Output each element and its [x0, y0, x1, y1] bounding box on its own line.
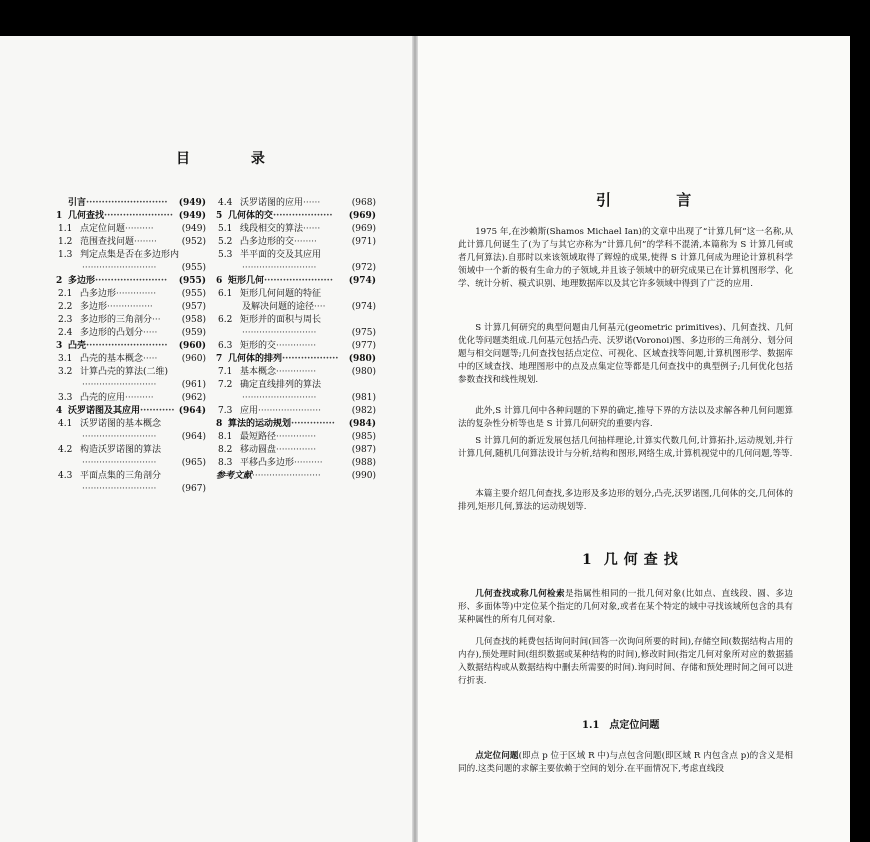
toc-entry [216, 431, 376, 444]
toc-entry-label: 多边形 [68, 276, 96, 286]
toc-entry-number: 2.1 [58, 289, 73, 299]
subsection-1-1-paragraph-1-text: (即点 p 位于区域 R 中)与点包含问题(即区域 R 内包含点 p)的含义是相同的.这类问题的求解主要依赖于空间的划分.在平面情况下,考虑直线段 [458, 751, 793, 774]
toc-entry-number: 5.3 [218, 250, 233, 260]
toc-page-number: (969) [351, 224, 376, 234]
toc-leader-dots: ·········· [125, 224, 154, 234]
toc-leader-dots: ·························· [82, 432, 157, 442]
subsection-1-1-paragraph-1 [458, 750, 793, 776]
toc-entry [56, 483, 206, 496]
section-1-title: 几何查找 [603, 552, 684, 568]
toc-entry [56, 262, 206, 275]
toc-page-number: (964) [178, 406, 206, 416]
toc-leader-dots: ·············· [276, 341, 317, 351]
toc-entry-label: 矩形几何 [228, 276, 265, 286]
toc-page-number: (949) [178, 198, 206, 208]
toc-entry [216, 366, 376, 379]
toc-entry [216, 457, 376, 470]
toc-entry-number: 6.1 [218, 289, 233, 299]
toc-entry-label: 沃罗诺图的应用 [240, 198, 304, 208]
toc-entry [216, 197, 376, 210]
toc-leader-dots: ······················ [104, 211, 173, 221]
toc-entry-number: 8.3 [218, 458, 233, 468]
toc-leader-dots: ·························· [86, 341, 168, 351]
toc-page-number: (977) [351, 341, 376, 351]
toc-entry-label: 平移凸多边形 [240, 458, 295, 468]
toc-page-number: (980) [348, 354, 376, 364]
toc-entry-number: 6 [216, 276, 223, 286]
toc-entry-label: 多边形的三角剖分 [80, 315, 153, 325]
subsection-1-1-title: 点定位问题 [609, 720, 660, 731]
toc-entry-label: 判定点集是否在多边形内 [80, 250, 180, 260]
toc-entry-number: 1.1 [58, 224, 73, 234]
toc-leader-dots: ···· [314, 302, 326, 312]
toc-entry-number: 3.3 [58, 393, 73, 403]
toc-entry [216, 236, 376, 249]
toc-entry-number: 7 [216, 354, 223, 364]
toc-entry [216, 327, 376, 340]
toc-entry-label: 几何查找 [68, 211, 105, 221]
toc-entry [216, 405, 376, 418]
toc-page-number: (975) [351, 328, 376, 338]
toc-leader-dots: ·························· [242, 328, 317, 338]
toc-entry-number: 8 [216, 419, 223, 429]
toc-page-number: (955) [181, 289, 206, 299]
toc-leader-dots: ·························· [82, 380, 157, 390]
toc-page-number: (974) [351, 302, 376, 312]
toc-entry [216, 262, 376, 275]
toc-entry [216, 392, 376, 405]
toc-entry-label: 参考文献 [216, 471, 253, 481]
toc-entry [56, 275, 206, 288]
toc-entry-number: 6.2 [218, 315, 233, 325]
toc-entry [56, 392, 206, 405]
toc-entry [56, 210, 206, 223]
toc-entry [56, 236, 206, 249]
toc-entry-label: 半平面的交及其应用 [240, 250, 322, 260]
toc-entry-label: 引言 [68, 198, 87, 208]
toc-entry-number: 4 [56, 406, 63, 416]
toc-leader-dots: ·············· [276, 367, 317, 377]
toc-entry [216, 444, 376, 457]
toc-entry-number: 3 [56, 341, 63, 351]
toc-entry [216, 418, 376, 431]
toc-page-number: (984) [348, 419, 376, 429]
toc-leader-dots: ·························· [82, 263, 157, 273]
toc-page-number: (965) [181, 458, 206, 468]
toc-entry-number: 1 [56, 211, 63, 221]
toc-leader-dots: ·········· [125, 393, 154, 403]
toc-page-number: (969) [348, 211, 376, 221]
toc-leader-dots: ······ [303, 224, 321, 234]
toc-leader-dots: ·············· [116, 289, 157, 299]
toc-entry-label: 几何体的交 [228, 211, 274, 221]
toc-page-number: (968) [351, 198, 376, 208]
toc-entry [56, 314, 206, 327]
toc-entry-label: 移动圆盘 [240, 445, 277, 455]
toc-entry [216, 301, 376, 314]
toc-entry-number: 2.4 [58, 328, 73, 338]
toc-entry-number: 4.1 [58, 419, 73, 429]
intro-paragraph-4: S 计算几何的新近发展包括几何抽样理论,计算实代数几何,计算拓扑,运动规划,并行计算几何,随机几何算法设计与分析,结构和图形,网络生成,计算机视觉中的几何问题,等等. [458, 436, 793, 459]
toc-page-number: (990) [351, 471, 376, 481]
section-1-paragraph-2: 几何查找的耗费包括询问时间(回答一次询问所要的时间),存储空间(数据结构占用的内存),预处理时间(组织数据或某种结构的时间),修改时间(指定几何对象所对应的数据插入数据结构或从数据结构中删去所需要的时间).询问时间、存储和预处理时间之间可以进行折衷. [458, 637, 793, 686]
toc-entry-number: 5.2 [218, 237, 233, 247]
toc-entry-label: 沃罗诺图及其应用 [68, 406, 141, 416]
intro-paragraph-3: 此外,S 计算几何中各种问题的下界的确定,推导下界的方法以及求解各种几何问题算法的复杂性分析等也是 S 计算几何研究的重要内容. [458, 406, 793, 429]
toc-entry-label: 凸壳的基本概念 [80, 354, 144, 364]
toc-entry-number: 2.3 [58, 315, 73, 325]
toc-page-number: (955) [181, 263, 206, 273]
toc-page-number: (982) [351, 406, 376, 416]
toc-leader-dots: ················ [107, 302, 153, 312]
toc-page-number: (949) [181, 224, 206, 234]
section-1-heading [582, 549, 684, 569]
toc-entry-label: 及解决问题的途径 [242, 302, 315, 312]
toc-entry [216, 249, 376, 262]
toc-leader-dots: ····· [143, 328, 158, 338]
toc-page-number: (961) [181, 380, 206, 390]
intro-paragraph-5: 本篇主要介绍几何查找,多边形及多边形的划分,凸壳,沃罗诺图,几何体的交,几何体的排列,矩形几何,算法的运动规划等. [458, 489, 793, 512]
toc-entry-number: 4.2 [58, 445, 73, 455]
toc-page-number: (960) [181, 354, 206, 364]
toc-leader-dots: ······················· [95, 276, 168, 286]
toc-entry [216, 275, 376, 288]
toc-entry-label: 凸多边形的交 [240, 237, 295, 247]
toc-entry [56, 197, 206, 210]
toc-entry-label: 计算凸壳的算法(二维) [80, 367, 169, 377]
toc-leader-dots: ······················ [264, 276, 333, 286]
intro-paragraph-2: S 计算几何研究的典型问题由几何基元(geometric primitives)、几何查找、几何优化等问题类组成.几何基元包括凸壳、沃罗诺(Voronoi)图、多边形的三角剖分、划分问题与相交问题等;几何查找包括点定位、可视化、区域查找等问题,计算机图形学、数据库中的区域查找、地理图形中的点及点集定位等都是几何查找中的典型例子;几何优化包括参数查找和线性规划. [458, 323, 793, 385]
toc-leader-dots: ·············· [276, 432, 317, 442]
toc-entry-number: 8.2 [218, 445, 233, 455]
toc-leader-dots: ·························· [242, 263, 317, 273]
toc-entry [56, 249, 206, 262]
toc-entry-number: 7.2 [218, 380, 233, 390]
toc-entry [216, 340, 376, 353]
toc-leader-dots: ·················· [282, 354, 339, 364]
toc-left-column [56, 197, 206, 496]
toc-entry-label: 多边形的凸划分 [80, 328, 144, 338]
toc-leader-dots: ························ [252, 471, 321, 481]
toc-leader-dots: ·············· [276, 445, 317, 455]
toc-entry-number: 6.3 [218, 341, 233, 351]
toc-entry [56, 444, 206, 457]
toc-page-number: (957) [181, 302, 206, 312]
toc-leader-dots: ····· [143, 354, 158, 364]
toc-entry-label: 范围查找问题 [80, 237, 135, 247]
toc-entry-label: 应用 [240, 406, 259, 416]
toc-leader-dots: ··················· [273, 211, 333, 221]
subsection-1-1-heading [582, 716, 659, 731]
toc-page-number: (972) [351, 263, 376, 273]
toc-entry [216, 223, 376, 236]
toc-entry [56, 470, 206, 483]
toc-leader-dots: ··········· [140, 406, 175, 416]
toc-entry [56, 418, 206, 431]
toc-page-number: (985) [351, 432, 376, 442]
toc-page-number: (981) [351, 393, 376, 403]
toc-entry-label: 沃罗诺图的基本概念 [80, 419, 162, 429]
toc-entry-label: 凸多边形 [80, 289, 117, 299]
toc-entry-label: 最短路径 [240, 432, 277, 442]
toc-entry-label: 矩形的交 [240, 341, 277, 351]
subsection-1-1-number: 1.1 [582, 720, 600, 731]
toc-entry [216, 353, 376, 366]
toc-entry [216, 314, 376, 327]
toc-entry-label: 矩形并的面积与周长 [240, 315, 322, 325]
toc-leader-dots: ·························· [82, 484, 157, 494]
toc-entry [56, 431, 206, 444]
toc-entry [216, 470, 376, 483]
toc-leader-dots: ·········· [294, 458, 323, 468]
toc-leader-dots: ······················ [258, 406, 321, 416]
toc-entry-number: 5 [216, 211, 223, 221]
toc-entry [216, 288, 376, 301]
toc-entry-number: 5.1 [218, 224, 233, 234]
toc-entry-number: 1.2 [58, 237, 73, 247]
section-1-paragraph-1-text: 是指属性相同的一批几何对象(比如点、直线段、圆、多边形、多面体等)中定位某个指定的几何对象,或者在某个特定的域中寻找该域所包含的具有某种属性的所有几何对象. [458, 589, 793, 625]
toc-entry-label: 确定直线排列的算法 [240, 380, 322, 390]
toc-entry-number: 3.1 [58, 354, 73, 364]
toc-page-number: (952) [181, 237, 206, 247]
toc-entry [56, 366, 206, 379]
toc-entry [56, 457, 206, 470]
toc-entry-label: 矩形几何问题的特征 [240, 289, 322, 299]
toc-leader-dots: ······ [303, 198, 321, 208]
toc-entry-label: 凸壳 [68, 341, 87, 351]
toc-page-number: (962) [181, 393, 206, 403]
toc-page-number: (949) [178, 211, 206, 221]
toc-page-number: (955) [178, 276, 206, 286]
toc-entry-number: 2.2 [58, 302, 73, 312]
toc-entry [56, 340, 206, 353]
toc-leader-dots: ········ [134, 237, 157, 247]
toc-entry-label: 多边形 [80, 302, 108, 312]
toc-entry [56, 288, 206, 301]
section-1-paragraph-1 [458, 588, 793, 627]
toc-entry-number: 8.1 [218, 432, 233, 442]
toc-page-number: (987) [351, 445, 376, 455]
toc-page-number: (964) [181, 432, 206, 442]
term-geometric-search: 几何查找或称几何检索 [475, 589, 566, 599]
toc-entry-label: 平面点集的三角剖分 [80, 471, 162, 481]
toc-entry [216, 210, 376, 223]
toc-leader-dots: ·························· [242, 393, 317, 403]
toc-entry-label: 基本概念 [240, 367, 277, 377]
toc-entry-number: 7.3 [218, 406, 233, 416]
toc-page-number: (958) [181, 315, 206, 325]
toc-entry-number: 7.1 [218, 367, 233, 377]
toc-entry [56, 223, 206, 236]
toc-entry [56, 327, 206, 340]
toc-entry-label: 算法的运动规划 [228, 419, 292, 429]
toc-entry [56, 379, 206, 392]
intro-heading: 引 言 [596, 191, 722, 209]
toc-entry-number: 4.4 [218, 198, 233, 208]
toc-leader-dots: ·························· [82, 458, 157, 468]
section-1-number: 1 [582, 552, 592, 568]
toc-leader-dots: ··· [152, 315, 161, 325]
toc-entry [56, 405, 206, 418]
toc-page-number: (971) [351, 237, 376, 247]
toc-page-number: (959) [181, 328, 206, 338]
intro-paragraph-1: 1975 年,在沙赖斯(Shamos Michael Ian)的文章中出现了“计算几何”这一名称,从此计算几何诞生了(为了与其它亦称为“计算几何”的学科不混淆,本篇称为 S 计算几何或者几何算法).自那时以来该领域取得了辉煌的成果,使得 S 计算几何成为理论计算机科学领域中一个新的极有生命力的子领域,并且该子领域中的研究成果已在计算机图形学、化学、统计分析、模式识别、地理数据库以及其它许多领域中得到了广泛的应用. [458, 227, 793, 289]
toc-page-number: (967) [181, 484, 206, 494]
toc-right-column [216, 197, 376, 483]
toc-leader-dots: ·························· [86, 198, 168, 208]
toc-leader-dots: ········ [294, 237, 317, 247]
toc-entry-number: 3.2 [58, 367, 73, 377]
page-edge-shadow [850, 36, 870, 842]
toc-entry-label: 点定位问题 [80, 224, 126, 234]
toc-entry [216, 379, 376, 392]
toc-page-number: (960) [178, 341, 206, 351]
toc-page-number: (980) [351, 367, 376, 377]
toc-entry [56, 301, 206, 314]
toc-page-number: (974) [348, 276, 376, 286]
toc-entry [56, 353, 206, 366]
toc-title: 目 录 [176, 151, 293, 167]
toc-entry-number: 1.3 [58, 250, 73, 260]
toc-entry-label: 线段相交的算法 [240, 224, 304, 234]
toc-entry-label: 凸壳的应用 [80, 393, 126, 403]
toc-entry-label: 几何体的排列 [228, 354, 283, 364]
toc-entry-number: 4.3 [58, 471, 73, 481]
term-point-location: 点定位问题 [475, 751, 519, 761]
toc-page-number: (988) [351, 458, 376, 468]
toc-entry-label: 构造沃罗诺图的算法 [80, 445, 162, 455]
toc-entry-number: 2 [56, 276, 63, 286]
toc-leader-dots: ·············· [291, 419, 335, 429]
